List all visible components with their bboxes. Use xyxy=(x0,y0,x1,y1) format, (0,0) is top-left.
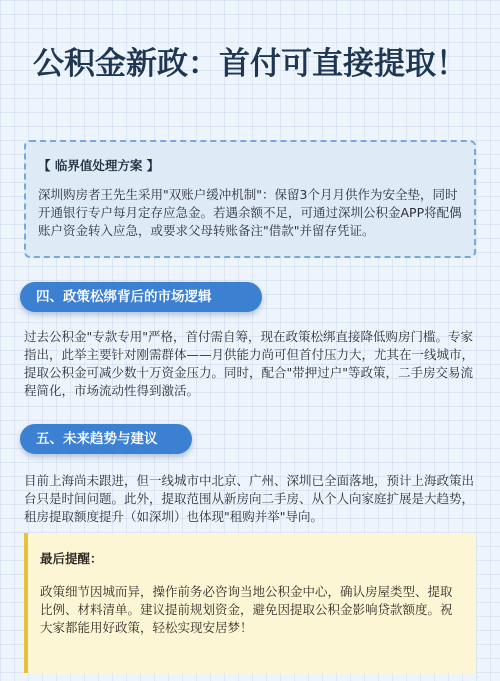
section5-heading: 五、未来趋势与建议 xyxy=(20,424,192,454)
reminder-heading: 最后提醒： xyxy=(40,551,103,566)
reminder-box xyxy=(24,533,476,673)
section5-body: 目前上海尚未跟进，但一线城市中北京、广州、深圳已全面落地，预计上海政策出台只是时间问题。此外，提取范围从新房向二手房、从个人向家庭扩展是大趋势，租房提取额度提升（如深圳）也体现"租购并举"导向。 xyxy=(24,473,475,524)
boundary-card xyxy=(24,140,476,258)
boundary-body: 深圳购房者王先生采用"双账户缓冲机制"：保留3个月月供作为安全垫，同时开通银行专户每月定存应急金。若遇余额不足，可通过深圳公积金APP将配偶账户资金转入应急，或要求父母转账备注"借款"并留存凭证。 xyxy=(38,187,462,238)
section4-body: 过去公积金"专款专用"严格，首付需自筹，现在政策松绑直接降低购房门槛。专家指出，此举主要针对刚需群体——月供能力尚可但首付压力大，尤其在一线城市，提取公积金可减少数十万资金压力。同时，配合"带押过户"等政策，二手房交易流程简化，市场流动性得到激活。 xyxy=(24,329,475,398)
reminder-body: 政策细节因城而异，操作前务必咨询当地公积金中心，确认房屋类型、提取比例、材料清单。建议提前规划资金，避免因提取公积金影响贷款额度。祝大家都能用好政策，轻松实现安居梦！ xyxy=(40,584,453,635)
section4-heading: 四、政策松绑背后的市场逻辑 xyxy=(20,282,262,312)
page-title: 公积金新政：首付可直接提取！ xyxy=(33,46,467,82)
boundary-heading: 【 临界值处理方案 】 xyxy=(38,158,160,173)
